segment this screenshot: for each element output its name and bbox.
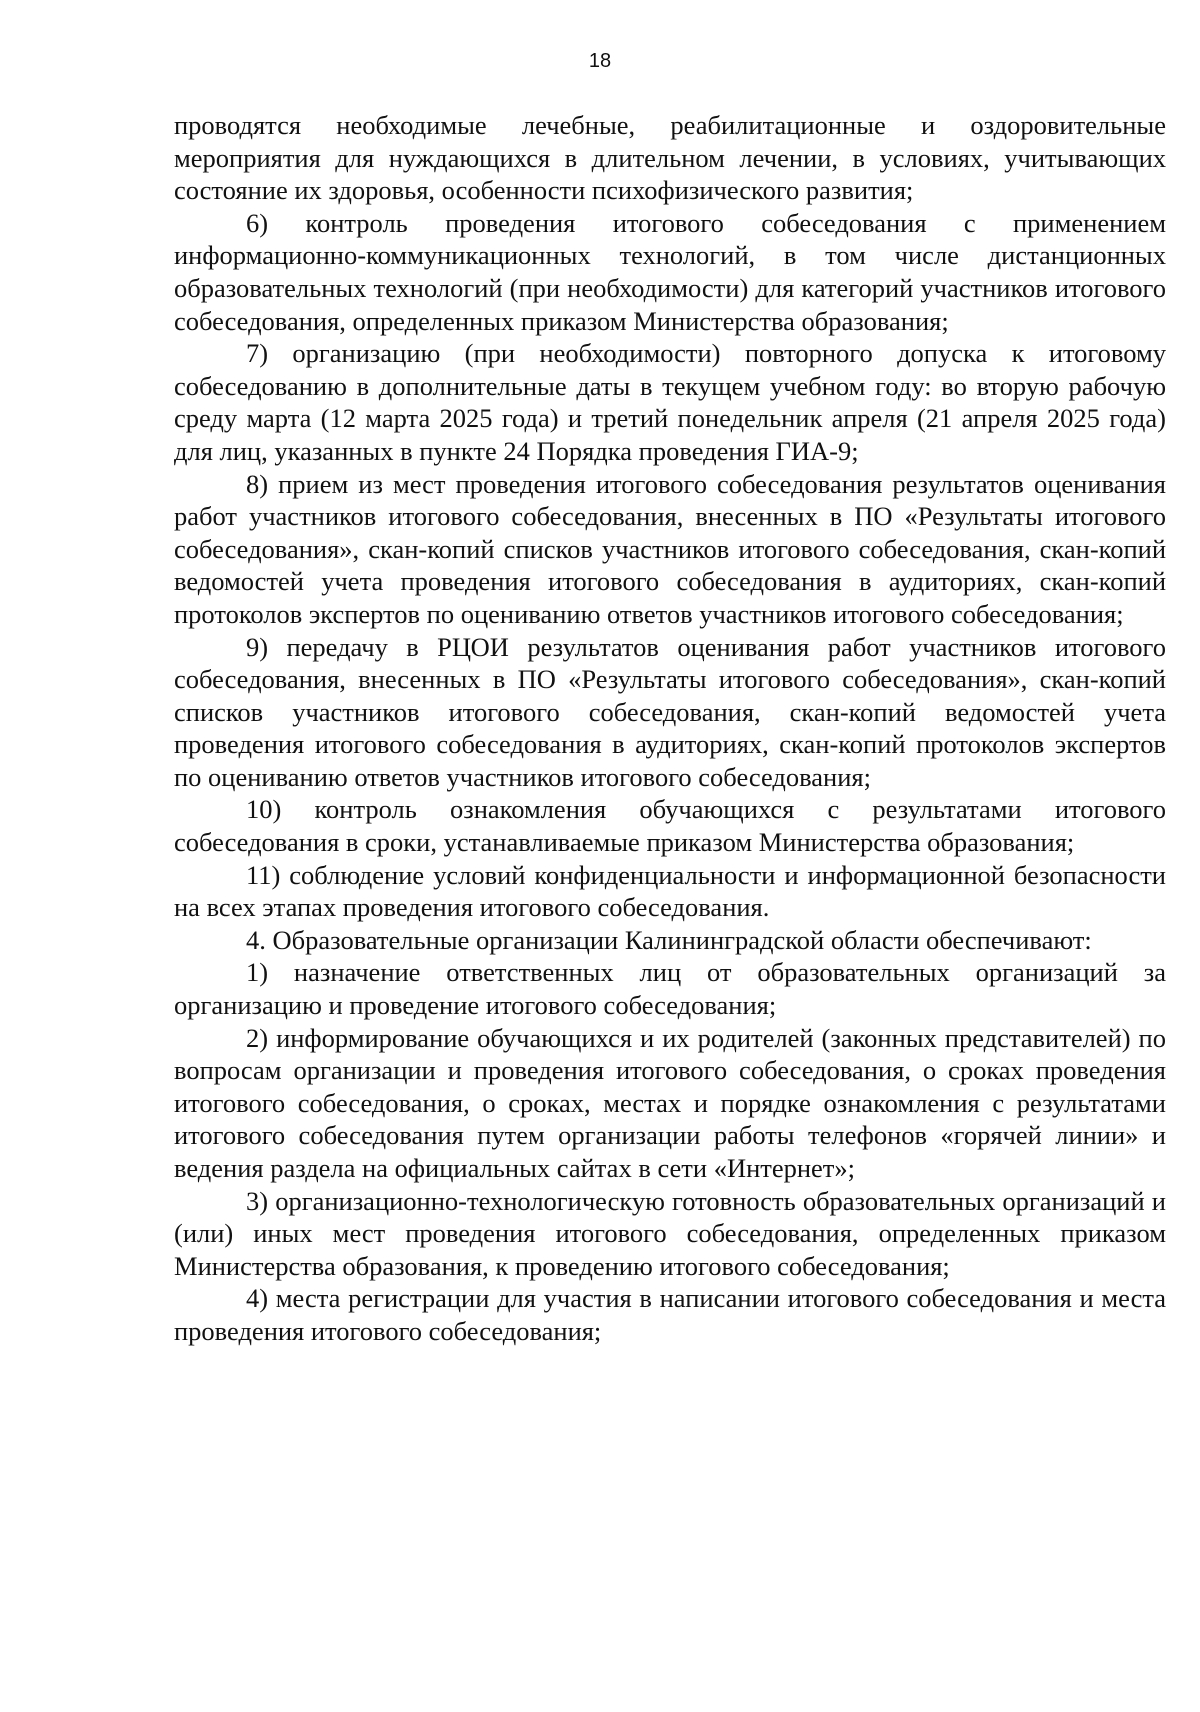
paragraph-item-6: 6) контроль проведения итогового собеседования с применением информационно-коммуникационных технологий, в том числе дистанционных образовательных технологий (при необходимости) для категорий участников итогового собеседования, определенных приказом Министерства образования; — [174, 207, 1166, 336]
paragraph-continuation: проводятся необходимые лечебные, реабилитационные и оздоровительные мероприятия для нуждающихся в длительном лечении, в условиях, учитывающих состояние их здоровья, особенности психофизического развития; — [174, 110, 1166, 206]
paragraph-item-11: 11) соблюдение условий конфиденциальности и информационной безопасности на всех этапах проведения итогового собеседования. — [174, 859, 1166, 923]
paragraph-section4-item-3: 3) организационно-технологическую готовность образовательных организаций и (или) иных мест проведения итогового собеседования, определенных приказом Министерства образования, к проведению итогового собеседования; — [174, 1185, 1166, 1281]
paragraph-section4-item-1: 1) назначение ответственных лиц от образовательных организаций за организацию и проведение итогового собеседования; — [174, 957, 1166, 1021]
section-4-heading: 4. Образовательные организации Калининградской области обеспечивают: — [246, 924, 1092, 955]
paragraph-item-8: 8) прием из мест проведения итогового собеседования результатов оценивания работ участников итогового собеседования, внесенных в ПО «Результаты итогового собеседования», скан-копий списков участников итогового собеседования, скан-копий ведомостей учета проведения итогового собеседования в аудиториях, скан-копий протоколов экспертов по оцениванию ответов участников итогового собеседования; — [174, 468, 1166, 629]
page-number: 18 — [588, 50, 612, 72]
paragraph-item-7: 7) организацию (при необходимости) повторного допуска к итоговому собеседованию в дополнительные даты в текущем учебном году: во вторую рабочую среду марта (12 марта 2025 года) и третий понедельник апреля (21 апреля 2025 года) для лиц, указанных в пункте 24 Порядка проведения ГИА-9; — [174, 338, 1166, 466]
document-body — [174, 109, 1166, 1348]
paragraph-item-9: 9) передачу в РЦОИ результатов оценивания работ участников итогового собеседования, внесенных в ПО «Результаты итогового собеседования», скан-копий списков участников итогового собеседования, скан-копий ведомостей учета проведения итогового собеседования в аудиториях, скан-копий протоколов экспертов по оцениванию ответов участников итогового собеседования; — [174, 631, 1166, 792]
paragraph-section4-item-4: 4) места регистрации для участия в написании итогового собеседования и места проведения итогового собеседования; — [174, 1283, 1166, 1346]
paragraph-section4-item-2: 2) информирование обучающихся и их родителей (законных представителей) по вопросам организации и проведения итогового собеседования, о сроках проведения итогового собеседования, о сроках, местах и порядке ознакомления с результатами итогового собеседования путем организации работы телефонов «горячей линии» и ведения раздела на официальных сайтах в сети «Интернет»; — [174, 1022, 1166, 1183]
paragraph-item-10: 10) контроль ознакомления обучающихся с результатами итогового собеседования в сроки, устанавливаемые приказом Министерства образования; — [174, 794, 1166, 858]
